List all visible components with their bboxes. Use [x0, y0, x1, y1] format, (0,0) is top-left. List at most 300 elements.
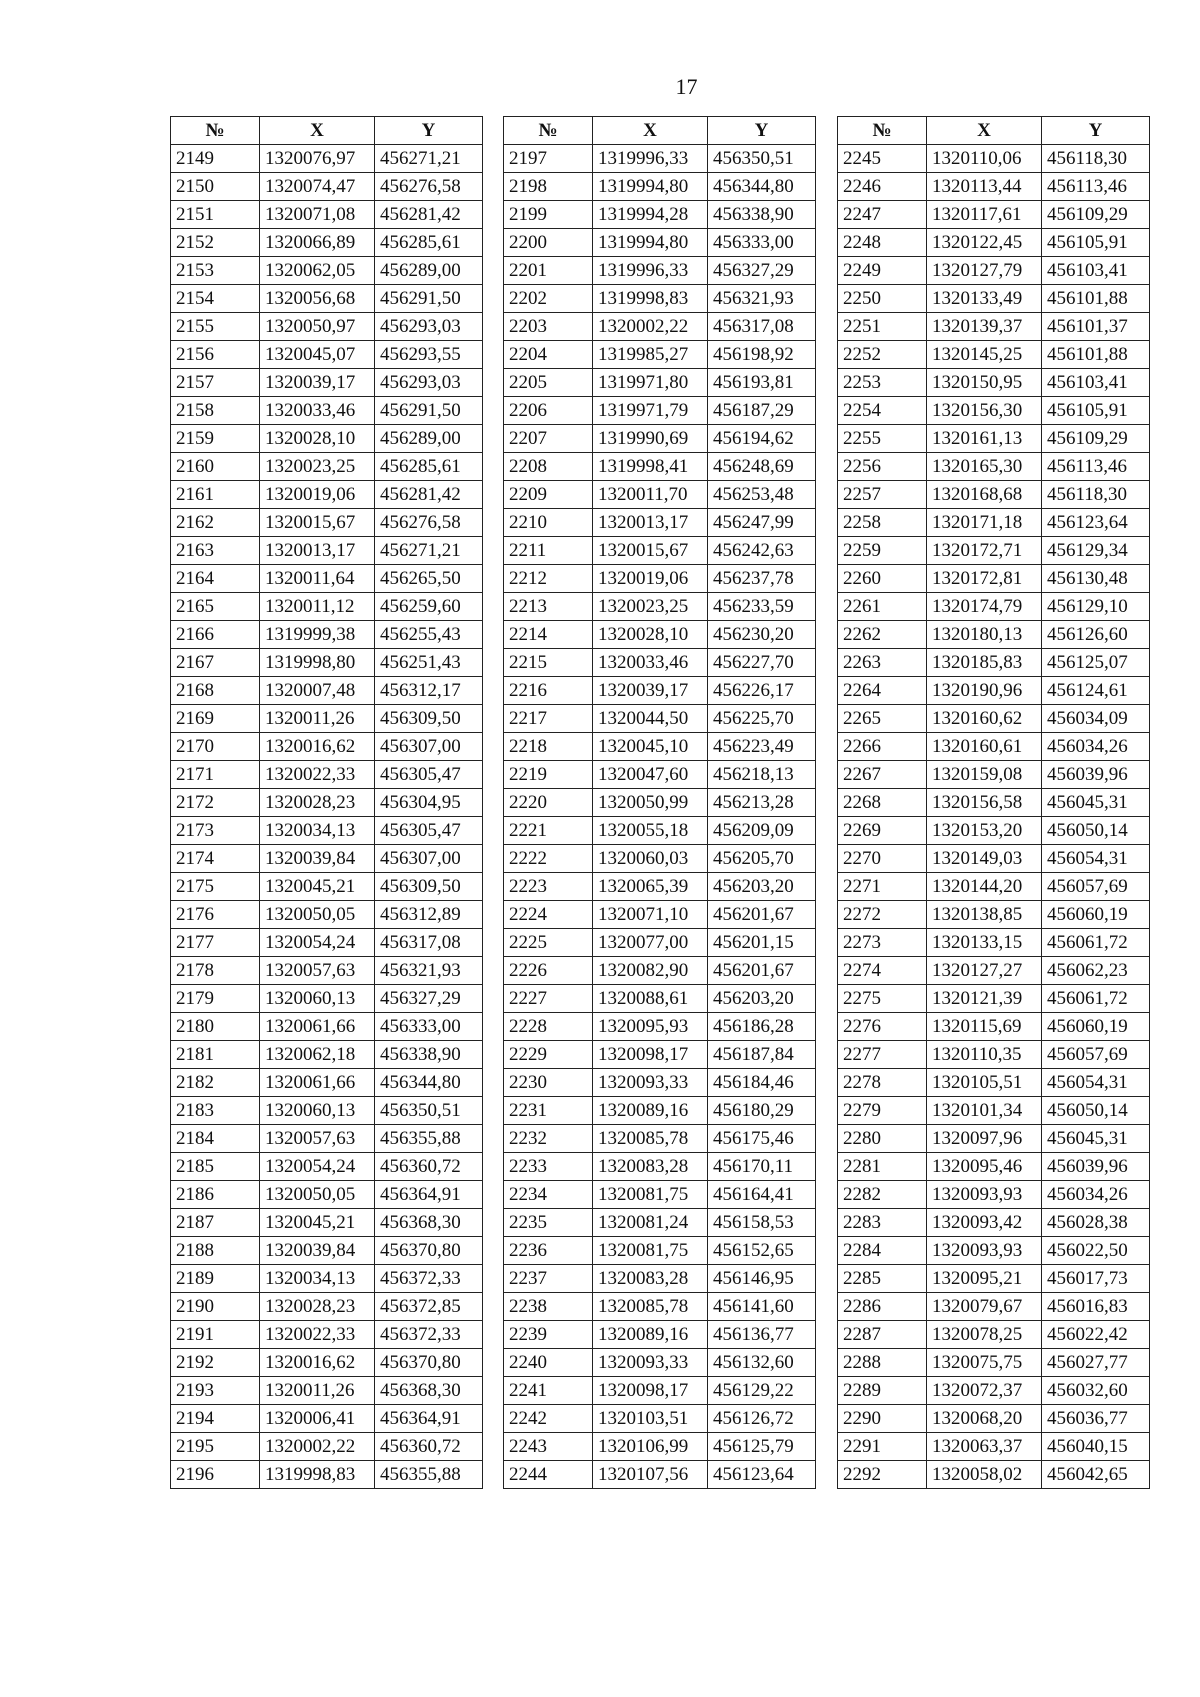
y-coordinate-cell: 456203,20: [708, 873, 816, 901]
point-number-cell: 2152: [171, 229, 260, 257]
point-number-cell: 2249: [838, 257, 927, 285]
table-row: [171, 285, 483, 313]
table-row: [171, 229, 483, 257]
table-row: [171, 1125, 483, 1153]
point-number-cell: 2259: [838, 537, 927, 565]
point-number-cell: 2221: [504, 817, 593, 845]
point-number-cell: 2200: [504, 229, 593, 257]
table-row: [504, 285, 816, 313]
y-coordinate-cell: 456118,30: [1042, 481, 1150, 509]
point-number-cell: 2184: [171, 1125, 260, 1153]
point-number-cell: 2167: [171, 649, 260, 677]
x-coordinate-cell: 1320107,56: [593, 1461, 708, 1489]
x-coordinate-cell: 1320172,71: [927, 537, 1042, 565]
y-coordinate-cell: 456293,55: [375, 341, 483, 369]
point-number-cell: 2211: [504, 537, 593, 565]
x-coordinate-cell: 1320002,22: [593, 313, 708, 341]
table-row: [504, 1153, 816, 1181]
y-coordinate-cell: 456034,26: [1042, 733, 1150, 761]
point-number-cell: 2174: [171, 845, 260, 873]
table-row: [504, 509, 816, 537]
point-number-cell: 2263: [838, 649, 927, 677]
y-coordinate-cell: 456105,91: [1042, 397, 1150, 425]
y-coordinate-cell: 456327,29: [375, 985, 483, 1013]
table-row: [504, 901, 816, 929]
point-number-cell: 2273: [838, 929, 927, 957]
y-coordinate-cell: 456130,48: [1042, 565, 1150, 593]
y-coordinate-cell: 456327,29: [708, 257, 816, 285]
table-row: [171, 1405, 483, 1433]
point-number-cell: 2172: [171, 789, 260, 817]
point-number-cell: 2251: [838, 313, 927, 341]
x-coordinate-cell: 1320093,42: [927, 1209, 1042, 1237]
y-coordinate-cell: 456321,93: [375, 957, 483, 985]
point-number-cell: 2229: [504, 1041, 593, 1069]
y-coordinate-cell: 456050,14: [1042, 1097, 1150, 1125]
x-coordinate-cell: 1320045,21: [260, 1209, 375, 1237]
point-number-cell: 2274: [838, 957, 927, 985]
table-row: [171, 985, 483, 1013]
point-number-cell: 2186: [171, 1181, 260, 1209]
header-x: X: [927, 117, 1042, 145]
y-coordinate-cell: 456101,37: [1042, 313, 1150, 341]
table-row: [504, 313, 816, 341]
x-coordinate-cell: 1320034,13: [260, 817, 375, 845]
x-coordinate-cell: 1320011,26: [260, 705, 375, 733]
y-coordinate-cell: 456333,00: [708, 229, 816, 257]
y-coordinate-cell: 456255,43: [375, 621, 483, 649]
x-coordinate-cell: 1320033,46: [260, 397, 375, 425]
point-number-cell: 2245: [838, 145, 927, 173]
table-row: [504, 1237, 816, 1265]
point-number-cell: 2224: [504, 901, 593, 929]
point-number-cell: 2257: [838, 481, 927, 509]
point-number-cell: 2237: [504, 1265, 593, 1293]
point-number-cell: 2292: [838, 1461, 927, 1489]
x-coordinate-cell: 1320095,93: [593, 1013, 708, 1041]
x-coordinate-cell: 1320081,75: [593, 1237, 708, 1265]
table-row: [171, 1041, 483, 1069]
header-y: Y: [375, 117, 483, 145]
x-coordinate-cell: 1320093,33: [593, 1349, 708, 1377]
y-coordinate-cell: 456045,31: [1042, 789, 1150, 817]
y-coordinate-cell: 456050,14: [1042, 817, 1150, 845]
y-coordinate-cell: 456016,83: [1042, 1293, 1150, 1321]
table-row: [171, 397, 483, 425]
x-coordinate-cell: 1319996,33: [593, 257, 708, 285]
point-number-cell: 2209: [504, 481, 593, 509]
table-row: [838, 1181, 1150, 1209]
y-coordinate-cell: 456062,23: [1042, 957, 1150, 985]
y-coordinate-cell: 456281,42: [375, 481, 483, 509]
x-coordinate-cell: 1320068,20: [927, 1405, 1042, 1433]
x-coordinate-cell: 1320015,67: [260, 509, 375, 537]
table-row: [504, 257, 816, 285]
table-row: [838, 761, 1150, 789]
table-header-row: [171, 117, 483, 145]
point-number-cell: 2253: [838, 369, 927, 397]
y-coordinate-cell: 456109,29: [1042, 425, 1150, 453]
y-coordinate-cell: 456344,80: [708, 173, 816, 201]
x-coordinate-cell: 1320117,61: [927, 201, 1042, 229]
point-number-cell: 2151: [171, 201, 260, 229]
y-coordinate-cell: 456187,84: [708, 1041, 816, 1069]
point-number-cell: 2158: [171, 397, 260, 425]
table-row: [838, 173, 1150, 201]
table-row: [838, 957, 1150, 985]
x-coordinate-cell: 1320083,28: [593, 1153, 708, 1181]
table-row: [504, 1013, 816, 1041]
y-coordinate-cell: 456350,51: [375, 1097, 483, 1125]
x-coordinate-cell: 1320039,84: [260, 845, 375, 873]
table-row: [171, 593, 483, 621]
y-coordinate-cell: 456036,77: [1042, 1405, 1150, 1433]
x-coordinate-cell: 1320050,05: [260, 1181, 375, 1209]
y-coordinate-cell: 456317,08: [708, 313, 816, 341]
coordinates-table-3: [837, 116, 1150, 1489]
x-coordinate-cell: 1320019,06: [260, 481, 375, 509]
table-row: [504, 621, 816, 649]
table-row: [171, 1069, 483, 1097]
y-coordinate-cell: 456017,73: [1042, 1265, 1150, 1293]
point-number-cell: 2256: [838, 453, 927, 481]
y-coordinate-cell: 456152,65: [708, 1237, 816, 1265]
table-row: [838, 621, 1150, 649]
x-coordinate-cell: 1320127,79: [927, 257, 1042, 285]
point-number-cell: 2179: [171, 985, 260, 1013]
x-coordinate-cell: 1320085,78: [593, 1125, 708, 1153]
y-coordinate-cell: 456198,92: [708, 341, 816, 369]
x-coordinate-cell: 1320011,70: [593, 481, 708, 509]
table-row: [171, 1433, 483, 1461]
point-number-cell: 2149: [171, 145, 260, 173]
y-coordinate-cell: 456118,30: [1042, 145, 1150, 173]
x-coordinate-cell: 1320098,17: [593, 1377, 708, 1405]
point-number-cell: 2197: [504, 145, 593, 173]
point-number-cell: 2281: [838, 1153, 927, 1181]
y-coordinate-cell: 456032,60: [1042, 1377, 1150, 1405]
point-number-cell: 2185: [171, 1153, 260, 1181]
x-coordinate-cell: 1320060,13: [260, 985, 375, 1013]
y-coordinate-cell: 456304,95: [375, 789, 483, 817]
point-number-cell: 2282: [838, 1181, 927, 1209]
table-row: [171, 1265, 483, 1293]
x-coordinate-cell: 1320022,33: [260, 1321, 375, 1349]
point-number-cell: 2220: [504, 789, 593, 817]
x-coordinate-cell: 1320078,25: [927, 1321, 1042, 1349]
y-coordinate-cell: 456344,80: [375, 1069, 483, 1097]
y-coordinate-cell: 456141,60: [708, 1293, 816, 1321]
point-number-cell: 2181: [171, 1041, 260, 1069]
y-coordinate-cell: 456289,00: [375, 425, 483, 453]
y-coordinate-cell: 456201,67: [708, 901, 816, 929]
table-row: [171, 1097, 483, 1125]
point-number-cell: 2169: [171, 705, 260, 733]
x-coordinate-cell: 1320105,51: [927, 1069, 1042, 1097]
table-row: [838, 1405, 1150, 1433]
table-row: [838, 1293, 1150, 1321]
point-number-cell: 2196: [171, 1461, 260, 1489]
x-coordinate-cell: 1320028,10: [260, 425, 375, 453]
point-number-cell: 2238: [504, 1293, 593, 1321]
point-number-cell: 2208: [504, 453, 593, 481]
table-row: [171, 845, 483, 873]
point-number-cell: 2175: [171, 873, 260, 901]
x-coordinate-cell: 1320050,97: [260, 313, 375, 341]
table-row: [171, 677, 483, 705]
point-number-cell: 2267: [838, 761, 927, 789]
x-coordinate-cell: 1320081,75: [593, 1181, 708, 1209]
point-number-cell: 2252: [838, 341, 927, 369]
table-row: [504, 593, 816, 621]
x-coordinate-cell: 1320138,85: [927, 901, 1042, 929]
x-coordinate-cell: 1319999,38: [260, 621, 375, 649]
table-row: [838, 313, 1150, 341]
y-coordinate-cell: 456125,07: [1042, 649, 1150, 677]
x-coordinate-cell: 1320127,27: [927, 957, 1042, 985]
x-coordinate-cell: 1320095,21: [927, 1265, 1042, 1293]
table-row: [504, 565, 816, 593]
x-coordinate-cell: 1320050,05: [260, 901, 375, 929]
y-coordinate-cell: 456312,89: [375, 901, 483, 929]
x-coordinate-cell: 1320083,28: [593, 1265, 708, 1293]
table-row: [171, 1153, 483, 1181]
point-number-cell: 2260: [838, 565, 927, 593]
y-coordinate-cell: 456307,00: [375, 733, 483, 761]
y-coordinate-cell: 456045,31: [1042, 1125, 1150, 1153]
table-header-row: [838, 117, 1150, 145]
table-row: [838, 425, 1150, 453]
table-row: [838, 705, 1150, 733]
x-coordinate-cell: 1320007,48: [260, 677, 375, 705]
table-row: [838, 873, 1150, 901]
point-number-cell: 2213: [504, 593, 593, 621]
point-number-cell: 2193: [171, 1377, 260, 1405]
point-number-cell: 2194: [171, 1405, 260, 1433]
x-coordinate-cell: 1320144,20: [927, 873, 1042, 901]
table-row: [171, 1349, 483, 1377]
point-number-cell: 2203: [504, 313, 593, 341]
table-row: [504, 649, 816, 677]
x-coordinate-cell: 1320160,62: [927, 705, 1042, 733]
x-coordinate-cell: 1320150,95: [927, 369, 1042, 397]
y-coordinate-cell: 456271,21: [375, 537, 483, 565]
x-coordinate-cell: 1320028,10: [593, 621, 708, 649]
x-coordinate-cell: 1320098,17: [593, 1041, 708, 1069]
point-number-cell: 2247: [838, 201, 927, 229]
table-row: [504, 1069, 816, 1097]
table-row: [504, 453, 816, 481]
table-row: [171, 1377, 483, 1405]
y-coordinate-cell: 456123,64: [1042, 509, 1150, 537]
table-row: [838, 1265, 1150, 1293]
point-number-cell: 2195: [171, 1433, 260, 1461]
x-coordinate-cell: 1320075,75: [927, 1349, 1042, 1377]
point-number-cell: 2191: [171, 1321, 260, 1349]
x-coordinate-cell: 1320077,00: [593, 929, 708, 957]
x-coordinate-cell: 1320045,07: [260, 341, 375, 369]
header-x: X: [593, 117, 708, 145]
table-row: [838, 537, 1150, 565]
x-coordinate-cell: 1320159,08: [927, 761, 1042, 789]
y-coordinate-cell: 456285,61: [375, 453, 483, 481]
x-coordinate-cell: 1320057,63: [260, 957, 375, 985]
x-coordinate-cell: 1320095,46: [927, 1153, 1042, 1181]
x-coordinate-cell: 1320156,58: [927, 789, 1042, 817]
y-coordinate-cell: 456309,50: [375, 873, 483, 901]
x-coordinate-cell: 1320060,03: [593, 845, 708, 873]
table-row: [838, 481, 1150, 509]
x-coordinate-cell: 1319990,69: [593, 425, 708, 453]
table-row: [504, 1293, 816, 1321]
x-coordinate-cell: 1320076,97: [260, 145, 375, 173]
point-number-cell: 2231: [504, 1097, 593, 1125]
y-coordinate-cell: 456305,47: [375, 761, 483, 789]
point-number-cell: 2202: [504, 285, 593, 313]
point-number-cell: 2173: [171, 817, 260, 845]
x-coordinate-cell: 1319998,83: [593, 285, 708, 313]
y-coordinate-cell: 456034,09: [1042, 705, 1150, 733]
y-coordinate-cell: 456259,60: [375, 593, 483, 621]
table-row: [838, 565, 1150, 593]
header-number: №: [171, 117, 260, 145]
point-number-cell: 2187: [171, 1209, 260, 1237]
y-coordinate-cell: 456291,50: [375, 285, 483, 313]
point-number-cell: 2159: [171, 425, 260, 453]
point-number-cell: 2268: [838, 789, 927, 817]
y-coordinate-cell: 456039,96: [1042, 1153, 1150, 1181]
y-coordinate-cell: 456355,88: [375, 1125, 483, 1153]
y-coordinate-cell: 456123,64: [708, 1461, 816, 1489]
x-coordinate-cell: 1319996,33: [593, 145, 708, 173]
table-row: [838, 1125, 1150, 1153]
point-number-cell: 2214: [504, 621, 593, 649]
point-number-cell: 2233: [504, 1153, 593, 1181]
table-row: [504, 1321, 816, 1349]
x-coordinate-cell: 1320055,18: [593, 817, 708, 845]
y-coordinate-cell: 456205,70: [708, 845, 816, 873]
y-coordinate-cell: 456132,60: [708, 1349, 816, 1377]
x-coordinate-cell: 1320088,61: [593, 985, 708, 1013]
y-coordinate-cell: 456061,72: [1042, 929, 1150, 957]
table-row: [504, 677, 816, 705]
y-coordinate-cell: 456061,72: [1042, 985, 1150, 1013]
point-number-cell: 2153: [171, 257, 260, 285]
y-coordinate-cell: 456060,19: [1042, 1013, 1150, 1041]
y-coordinate-cell: 456124,61: [1042, 677, 1150, 705]
x-coordinate-cell: 1320062,18: [260, 1041, 375, 1069]
x-coordinate-cell: 1320022,33: [260, 761, 375, 789]
x-coordinate-cell: 1320039,84: [260, 1237, 375, 1265]
point-number-cell: 2177: [171, 929, 260, 957]
table-row: [504, 425, 816, 453]
y-coordinate-cell: 456370,80: [375, 1237, 483, 1265]
table-row: [171, 1237, 483, 1265]
table-row: [171, 369, 483, 397]
x-coordinate-cell: 1320015,67: [593, 537, 708, 565]
table-row: [504, 201, 816, 229]
y-coordinate-cell: 456271,21: [375, 145, 483, 173]
y-coordinate-cell: 456054,31: [1042, 845, 1150, 873]
table-row: [171, 313, 483, 341]
point-number-cell: 2171: [171, 761, 260, 789]
table-row: [504, 957, 816, 985]
table-row: [504, 929, 816, 957]
y-coordinate-cell: 456321,93: [708, 285, 816, 313]
y-coordinate-cell: 456226,17: [708, 677, 816, 705]
x-coordinate-cell: 1320054,24: [260, 929, 375, 957]
x-coordinate-cell: 1320066,89: [260, 229, 375, 257]
point-number-cell: 2262: [838, 621, 927, 649]
x-coordinate-cell: 1320045,21: [260, 873, 375, 901]
point-number-cell: 2248: [838, 229, 927, 257]
x-coordinate-cell: 1320174,79: [927, 593, 1042, 621]
table-row: [504, 733, 816, 761]
x-coordinate-cell: 1320023,25: [260, 453, 375, 481]
table-row: [504, 1461, 816, 1489]
header-number: №: [838, 117, 927, 145]
point-number-cell: 2276: [838, 1013, 927, 1041]
table-row: [171, 761, 483, 789]
x-coordinate-cell: 1320016,62: [260, 1349, 375, 1377]
y-coordinate-cell: 456223,49: [708, 733, 816, 761]
y-coordinate-cell: 456022,50: [1042, 1237, 1150, 1265]
point-number-cell: 2236: [504, 1237, 593, 1265]
point-number-cell: 2242: [504, 1405, 593, 1433]
point-number-cell: 2264: [838, 677, 927, 705]
table-row: [171, 621, 483, 649]
x-coordinate-cell: 1319971,80: [593, 369, 708, 397]
x-coordinate-cell: 1320153,20: [927, 817, 1042, 845]
x-coordinate-cell: 1320089,16: [593, 1321, 708, 1349]
point-number-cell: 2212: [504, 565, 593, 593]
y-coordinate-cell: 456164,41: [708, 1181, 816, 1209]
point-number-cell: 2176: [171, 901, 260, 929]
table-row: [171, 537, 483, 565]
x-coordinate-cell: 1320079,67: [927, 1293, 1042, 1321]
y-coordinate-cell: 456368,30: [375, 1209, 483, 1237]
table-row: [838, 285, 1150, 313]
y-coordinate-cell: 456105,91: [1042, 229, 1150, 257]
x-coordinate-cell: 1320093,33: [593, 1069, 708, 1097]
y-coordinate-cell: 456057,69: [1042, 873, 1150, 901]
table-row: [171, 1181, 483, 1209]
x-coordinate-cell: 1320019,06: [593, 565, 708, 593]
x-coordinate-cell: 1320172,81: [927, 565, 1042, 593]
coordinates-table-1: [170, 116, 483, 1489]
x-coordinate-cell: 1320082,90: [593, 957, 708, 985]
y-coordinate-cell: 456180,29: [708, 1097, 816, 1125]
point-number-cell: 2223: [504, 873, 593, 901]
x-coordinate-cell: 1320110,06: [927, 145, 1042, 173]
point-number-cell: 2216: [504, 677, 593, 705]
x-coordinate-cell: 1320071,10: [593, 901, 708, 929]
point-number-cell: 2280: [838, 1125, 927, 1153]
table-row: [504, 1405, 816, 1433]
point-number-cell: 2270: [838, 845, 927, 873]
y-coordinate-cell: 456193,81: [708, 369, 816, 397]
point-number-cell: 2261: [838, 593, 927, 621]
x-coordinate-cell: 1320133,15: [927, 929, 1042, 957]
x-coordinate-cell: 1320180,13: [927, 621, 1042, 649]
x-coordinate-cell: 1320045,10: [593, 733, 708, 761]
point-number-cell: 2227: [504, 985, 593, 1013]
table-row: [171, 201, 483, 229]
x-coordinate-cell: 1319998,80: [260, 649, 375, 677]
y-coordinate-cell: 456233,59: [708, 593, 816, 621]
x-coordinate-cell: 1320106,99: [593, 1433, 708, 1461]
point-number-cell: 2204: [504, 341, 593, 369]
